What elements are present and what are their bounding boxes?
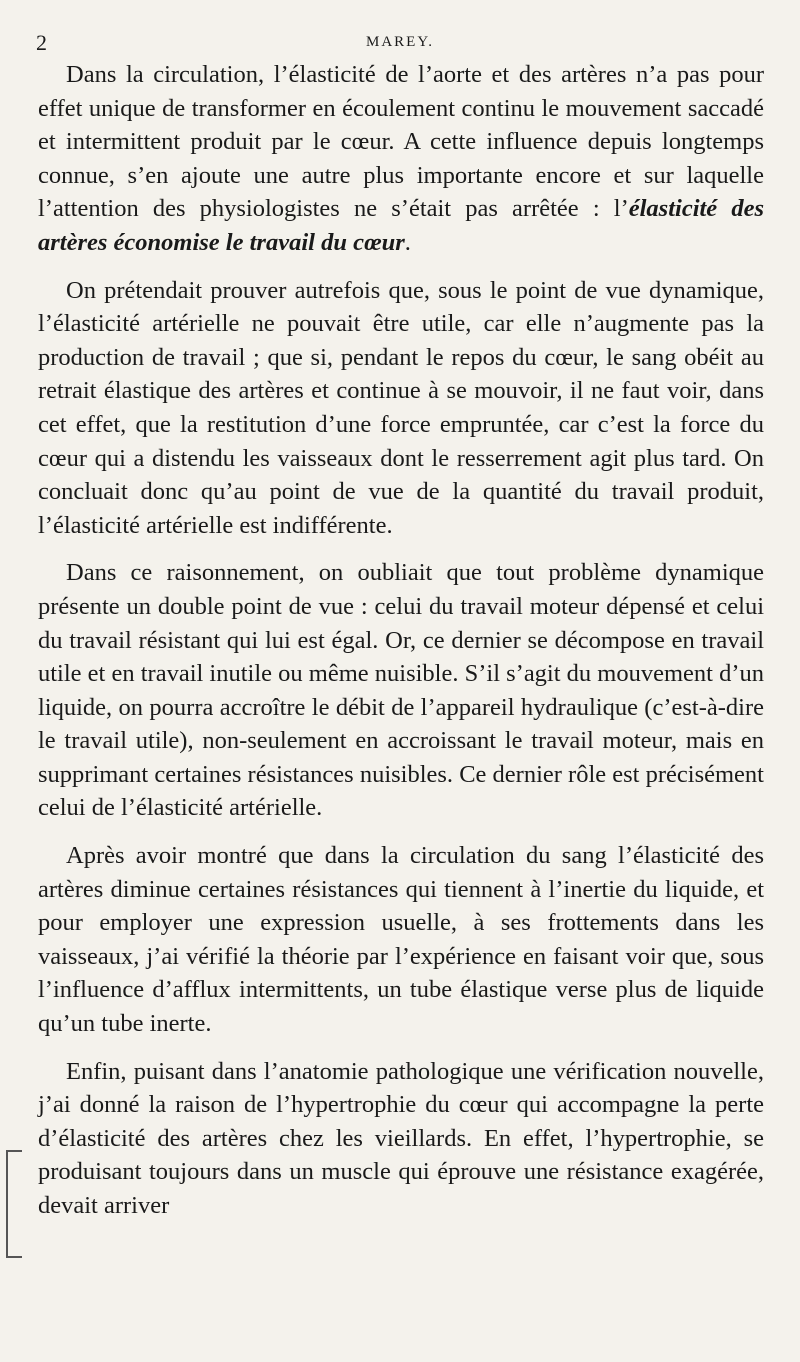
paragraph-1: [38, 58, 764, 260]
emphasized-phrase: élasticité des artères économise le travail du cœur: [38, 195, 764, 256]
paragraph-4: Après avoir montré que dans la circulation du sang l’élasticité des artères diminue certaines résistances qui tiennent à l’inertie du liquide, et pour employer une expression usuelle, à ses frottements dans les vaisseaux, j’ai vérifié la théorie par l’expérience en faisant voir que, sous l’influence d’afflux intermittents, un tube élastique verse plus de liquide qu’un tube inerte.: [38, 842, 764, 1038]
paragraph-1-end: .: [404, 228, 411, 256]
running-head: MAREY.: [366, 34, 434, 50]
body-text: [38, 58, 764, 1237]
paragraph-1-text: Dans la circulation, l’élasticité de l’aorte et des artères n’a pas pour effet unique de transformer en écoulement continu le mouvement saccadé et intermittent produit par le cœur. A cette influence depuis longtemps connue, s’en ajoute une autre plus importante encore et sur laquelle l’attention des physiologistes ne s’était pas arrêtée : l’: [38, 61, 764, 223]
paragraph-2: On prétendait prouver autrefois que, sous le point de vue dynamique, l’élasticité artérielle ne pouvait être utile, car elle n’augmente pas la production de travail ; que si, pendant le repos du cœur, le sang obéit au retrait élastique des artères et continue à se mouvoir, il ne faut voir, dans cet effet, que la restitution d’une force empruntée, car c’est la force du cœur qui a distendu les vaisseaux dont le resserrement agit plus tard. On concluait donc qu’au point de vue de la quantité du travail produit, l’élasticité artérielle est indifférente.: [38, 276, 764, 539]
paragraph-3: Dans ce raisonnement, on oubliait que tout problème dynamique présente un double point de vue : celui du travail moteur dépensé et celui du travail résistant qui lui est égal. Or, ce dernier se décompose en travail utile et en travail inutile ou même nuisible. S’il s’agit du mouvement d’un liquide, on pourra accroître le débit de l’appareil hydraulique (c’est-à-dire le travail utile), non-seulement en accroissant le travail moteur, mais en supprimant certaines résistances nuisibles. Ce dernier rôle est précisément celui de l’élasticité artérielle.: [38, 559, 765, 822]
paragraph-5: Enfin, puisant dans l’anatomie pathologique une vérification nouvelle, j’ai donné la raison de l’hypertrophie du cœur qui accompagne la perte d’élasticité des artères chez les vieillards. En effet, l’hypertrophie, se produisant toujours dans un muscle qui éprouve une résistance exagérée, devait arriver: [38, 1057, 764, 1219]
page-number: 2: [36, 30, 47, 55]
page-header: [36, 30, 764, 54]
margin-bracket-mark: [6, 1150, 22, 1258]
